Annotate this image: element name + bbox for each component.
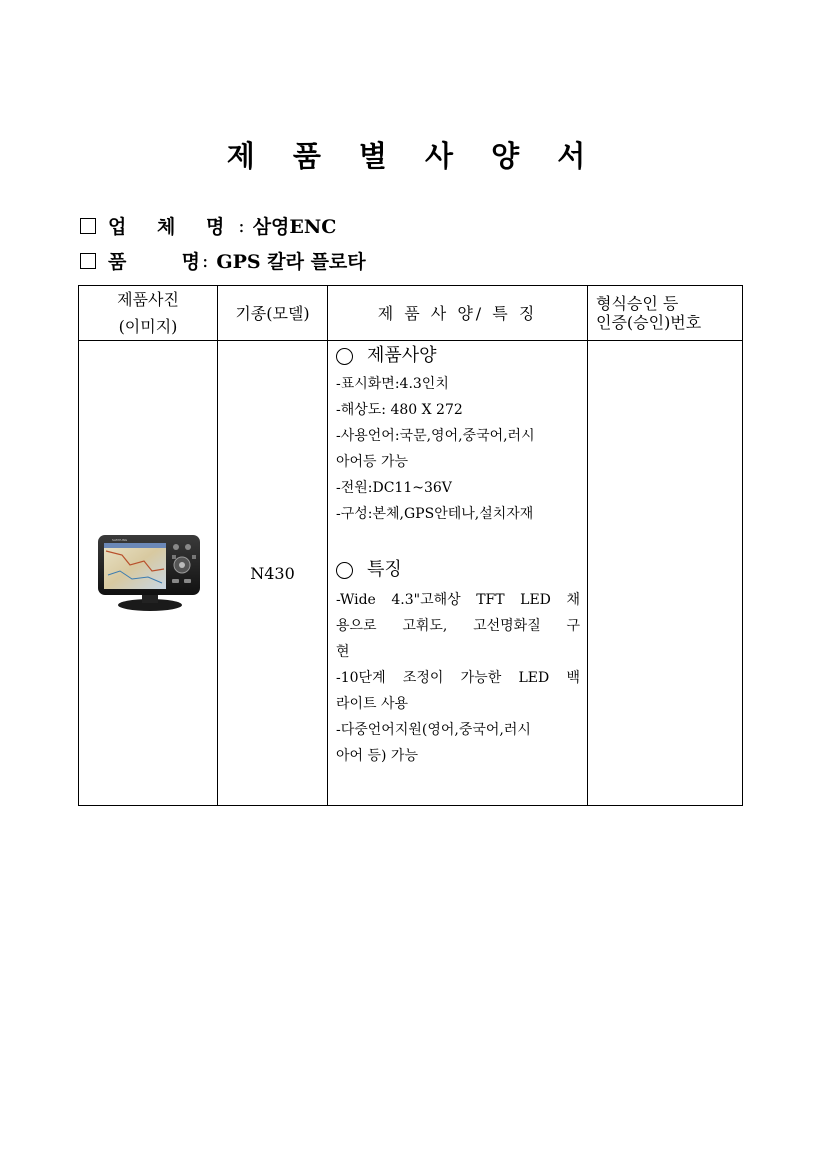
cert-cell [588,341,743,806]
spec-line: -해상도: 480 X 272 [336,402,463,418]
spec-cell [328,341,588,806]
document-title: 제 품 별 사 양 서 [226,139,600,173]
spec-line: 아어등 가능 [336,454,409,470]
feature-line: 라이트 사용 [336,696,409,712]
feature-line: 아어 등) 가능 [336,748,418,764]
product-photo-cell [79,341,218,806]
company-line: 업 체 명 : 삼영ENC [80,212,336,239]
spec-line: -사용언어:국문,영어,중국어,러시 [336,428,535,444]
spec-table [78,285,743,806]
table-header-row [79,286,743,341]
feature-line: 현 [336,644,350,660]
model-cell: N430 [218,341,328,806]
circle-bullet-icon [336,348,353,365]
header-photo: 제품사진 (이미지) [79,286,218,341]
header-spec: 제 품 사 양/ 특 징 [328,286,588,341]
checkbox-square-icon [80,253,96,269]
spec-line: -표시화면:4.3인치 [336,376,449,392]
spec-line: -전원:DC11~36V [336,480,452,496]
feature-line: -Wide 4.3"고해상 TFT LED 채 [336,592,580,608]
feature-line: 용으로 고휘도, 고선명화질 구 [336,618,580,634]
product-line: 품 명 : GPS 칼라 플로타 [80,247,366,274]
table-row [79,341,743,806]
header-cert: 형식승인 등 인증(승인)번호 [588,286,743,341]
product-photo [92,531,204,615]
company-label: 업 체 명 [108,216,237,238]
device-brand-text: SAMYUNG [112,538,128,542]
feature-heading: 특징 [336,557,580,583]
header-model: 기종(모델) [218,286,328,341]
spec-line: -구성:본체,GPS안테나,설치자재 [336,506,534,522]
product-label: 품 명 [108,251,200,273]
company-value: 삼영ENC [252,216,337,238]
checkbox-square-icon [80,218,96,234]
circle-bullet-icon [336,562,353,579]
product-value: GPS 칼라 플로타 [216,251,366,273]
feature-line: -10단계 조정이 가능한 LED 백 [336,670,580,686]
feature-line: -다중언어지원(영어,중국어,러시 [336,722,531,738]
spec-heading: 제품사양 [336,343,580,369]
